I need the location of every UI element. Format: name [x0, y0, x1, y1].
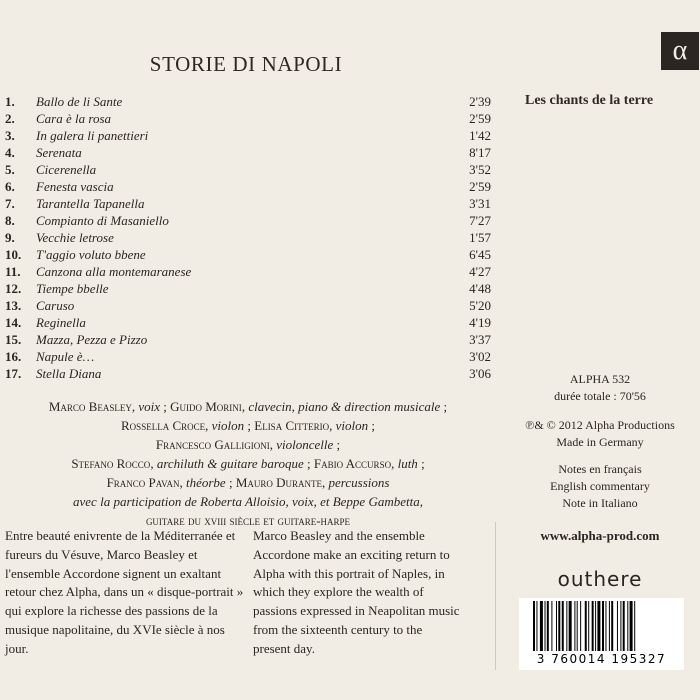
barcode-bar [588, 601, 589, 651]
performer-name: Fabio Accurso [313, 456, 392, 471]
notes-languages [520, 461, 680, 512]
barcode-bar [620, 601, 621, 651]
barcode-bar [627, 601, 628, 651]
performer-name: Franco Pavan [106, 475, 180, 490]
track-row [5, 144, 491, 161]
performer-role: clavecin, piano & direction musicale [248, 399, 441, 414]
performer-role: percussions [328, 475, 390, 490]
barcode-bar [562, 601, 564, 651]
track-number: 6. [5, 179, 15, 194]
barcode-bar [533, 601, 535, 651]
track-number: 14. [5, 315, 22, 330]
track-number: 5. [5, 162, 15, 177]
credit-line: Francesco Galligioni, violoncelle ; [155, 437, 341, 452]
track-title: Reginella [36, 315, 86, 330]
catalog-number: ALPHA 532 [569, 372, 631, 386]
copyright-line: ℗& © 2012 Alpha Productions [525, 418, 675, 432]
outhere-logo: outhere [557, 567, 643, 591]
track-duration: 3'37 [469, 332, 491, 347]
note-item: Note in Italiano [562, 496, 638, 510]
track-title: Tiempe bbelle [36, 281, 109, 296]
track-row [5, 229, 491, 246]
track-duration: 4'48 [469, 281, 491, 296]
credit-line: Stefano Rocco, archiluth & guitare baroque ; Fabio Accurso, luth ; [71, 456, 425, 471]
track-title: Serenata [36, 145, 82, 160]
track-number: 10. [5, 247, 22, 262]
track-duration: 6'45 [469, 247, 491, 262]
track-number: 17. [5, 366, 22, 381]
track-row [5, 93, 491, 110]
barcode-bar [580, 601, 581, 651]
barcode-bar [634, 601, 635, 651]
performer-name: Francesco Galligioni [155, 437, 270, 452]
track-row [5, 263, 491, 280]
performer-name: Marco Beasley [48, 399, 132, 414]
track-title: Canzona alla montemaranese [36, 264, 192, 279]
track-number: 4. [5, 145, 15, 160]
track-list [5, 93, 491, 382]
barcode-bar [556, 601, 557, 651]
track-number: 1. [5, 94, 15, 109]
barcode-bar [540, 601, 543, 651]
catalog-info [520, 371, 680, 405]
track-row [5, 246, 491, 263]
track-number: 13. [5, 298, 22, 313]
barcode-bar [569, 601, 572, 651]
track-duration: 2'59 [469, 179, 491, 194]
track-number: 3. [5, 128, 15, 143]
track-row [5, 161, 491, 178]
track-row [5, 127, 491, 144]
performer-name: Rossella Croce [121, 418, 206, 433]
note-item: English commentary [550, 479, 650, 493]
track-number: 12. [5, 281, 22, 296]
album-title: STORIE DI NAPOLI [149, 52, 343, 76]
performer-role: archiluth & guitare baroque [156, 456, 304, 471]
track-title: Vecchie letrose [36, 230, 114, 245]
credit-line: Marco Beasley, voix ; Guido Morini, clavecin, piano & direction musicale ; [48, 399, 448, 414]
track-row [5, 178, 491, 195]
barcode-bar [602, 601, 604, 651]
track-duration: 2'39 [469, 94, 491, 109]
guest-credit: avec la participation de Roberta Alloisio, voix, et Beppe Gambetta, [73, 494, 423, 509]
barcode-bar [536, 601, 537, 651]
barcode [519, 598, 684, 670]
barcode-number: 3 760014 195327 [536, 652, 667, 666]
barcode-bar [630, 601, 633, 651]
track-row [5, 212, 491, 229]
description-french: Entre beauté enivrente de la Méditerranée et fureurs du Vésuve, Marco Beasley et l'ensemble Accordone signent un exaltant retour chez Alpha, dans un « disque-portrait » qui explore la richesse des passions de la musique napolitaine, du XVIe siècle à nos jour. [5, 528, 244, 656]
track-duration: 5'20 [469, 298, 491, 313]
track-number: 15. [5, 332, 22, 347]
track-title: Stella Diana [36, 366, 102, 381]
performer-role: voix [138, 399, 160, 414]
barcode-bar [547, 601, 549, 651]
track-duration: 1'57 [469, 230, 491, 245]
barcode-bars [533, 601, 670, 651]
divider [495, 522, 496, 670]
track-duration: 4'19 [469, 315, 491, 330]
performer-name: Guido Morini [170, 399, 242, 414]
barcode-bar [623, 601, 625, 651]
track-duration: 1'42 [469, 128, 491, 143]
track-number: 7. [5, 196, 15, 211]
performer-role: luth [397, 456, 418, 471]
track-title: Cara è la rosa [36, 111, 111, 126]
track-duration: 3'06 [469, 366, 491, 381]
track-row [5, 314, 491, 331]
track-row [5, 280, 491, 297]
copyright-info [520, 417, 680, 451]
track-duration: 8'17 [469, 145, 491, 160]
alpha-logo: α [661, 32, 699, 70]
track-duration: 3'02 [469, 349, 491, 364]
track-number: 16. [5, 349, 22, 364]
track-title: Mazza, Pezza e Pizzo [36, 332, 148, 347]
barcode-bar [558, 601, 560, 651]
barcode-bar [551, 601, 552, 651]
barcode-bar [585, 601, 587, 651]
barcode-bar [617, 601, 618, 651]
credit-line: Rossella Croce, violon ; Elisa Citterio, violon ; [121, 418, 375, 433]
track-title: T'aggio voluto bbene [36, 247, 146, 262]
track-row [5, 110, 491, 127]
track-title: Caruso [36, 298, 75, 313]
website-link[interactable]: www.alpha-prod.com [540, 528, 660, 543]
barcode-bar [597, 601, 600, 651]
performer-role: violon [211, 418, 245, 433]
track-title: Napule è… [36, 349, 95, 364]
guest-role: guitare du xviii siècle et guitare-harpe [145, 513, 351, 528]
barcode-bar [611, 601, 613, 651]
track-number: 8. [5, 213, 15, 228]
album-subtitle: Les chants de la terre [525, 93, 654, 108]
performer-name: Elisa Citterio [254, 418, 330, 433]
track-number: 11. [5, 264, 21, 279]
note-item: Notes en français [558, 462, 642, 476]
performer-role: violoncelle [276, 437, 334, 452]
track-title: Fenesta vascia [36, 179, 114, 194]
barcode-bar [574, 601, 575, 651]
barcode-bar [545, 601, 546, 651]
track-title: Ballo de li Sante [36, 94, 123, 109]
track-title: In galera li panettieri [36, 128, 149, 143]
description-english: Marco Beasley and the ensemble Accordone make an exciting return to Alpha with this portrait of Naples, in which they explore the wealth of passions expressed in Neapolitan music from the sixteenth century to the present day. [253, 528, 460, 656]
performer-credits [0, 397, 496, 530]
track-duration: 2'59 [469, 111, 491, 126]
barcode-bar [609, 601, 610, 651]
made-in-line: Made in Germany [556, 435, 644, 449]
performer-name: Stefano Rocco [71, 456, 151, 471]
performer-role: théorbe [185, 475, 226, 490]
performer-name: Mauro Durante [235, 475, 323, 490]
track-row [5, 348, 491, 365]
track-duration: 3'52 [469, 162, 491, 177]
track-row [5, 297, 491, 314]
track-title: Cicerenella [36, 162, 97, 177]
barcode-bar [595, 601, 596, 651]
barcode-bar [605, 601, 606, 651]
track-duration: 3'31 [469, 196, 491, 211]
barcode-bar [577, 601, 578, 651]
track-duration: 7'27 [469, 213, 491, 228]
track-row [5, 331, 491, 348]
track-number: 9. [5, 230, 15, 245]
track-title: Tarantella Tapanella [36, 196, 145, 211]
track-row [5, 365, 491, 382]
track-row [5, 195, 491, 212]
performer-role: violon [335, 418, 369, 433]
barcode-bar [566, 601, 567, 651]
total-duration: durée totale : 70'56 [554, 389, 646, 403]
track-duration: 4'27 [469, 264, 491, 279]
credit-line: Franco Pavan, théorbe ; Mauro Durante, percussions [106, 475, 390, 490]
track-title: Compianto di Masaniello [36, 213, 169, 228]
credit-line [0, 492, 496, 511]
barcode-bar [592, 601, 594, 651]
track-number: 2. [5, 111, 15, 126]
